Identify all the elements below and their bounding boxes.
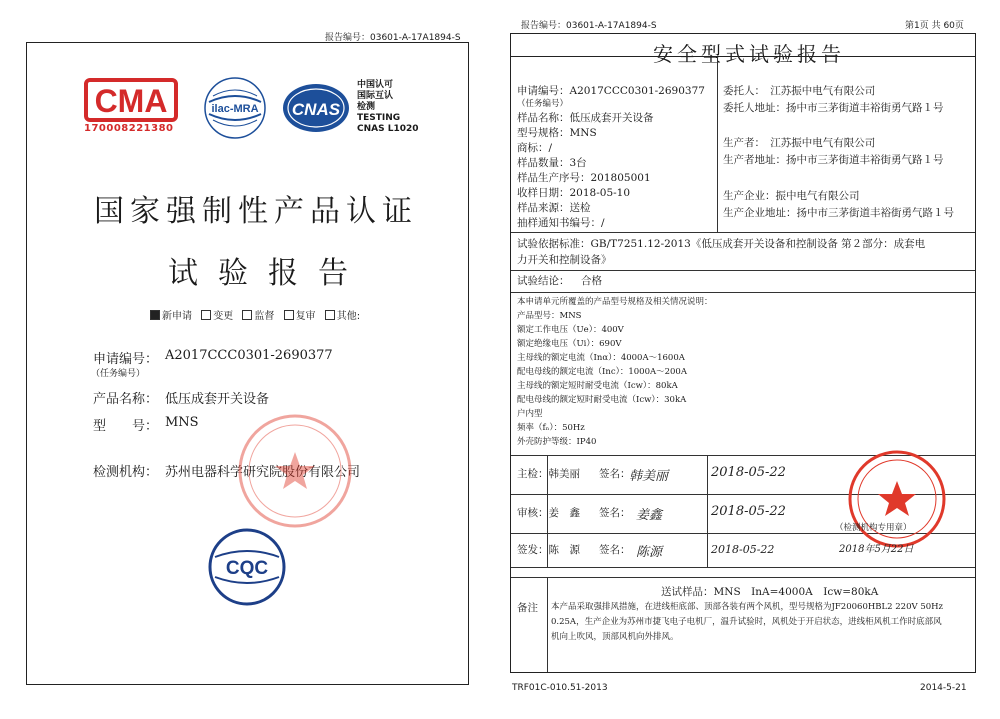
coverage-item: 外壳防护等级：IP40 [517,437,597,447]
manufacturer-address: 生产企业地址：扬中市三茅街道丰裕街勇气路１号 [723,207,954,219]
approver-date: 2018-05-22 [711,543,775,556]
info-task: （任务编号） [517,99,569,109]
institution-value: 苏州电器科学研究院股份有限公司 [165,465,361,480]
cnas-logo [281,80,351,136]
remarks-label: 备注 [517,602,538,614]
cqc-text: CQC [225,558,269,579]
remarks-line: 机向上吹风，顶部风机向外排风。 [551,632,679,642]
product-value: 低压成套开关设备 [165,392,270,407]
option-review[interactable]: 复审 [284,311,316,322]
option-change[interactable]: 变更 [201,311,233,322]
info-application: 申请编号：A2017CCC0301-2690377 [517,85,705,97]
client-address: 委托人地址：扬中市三茅街道丰裕街勇气路１号 [723,102,944,114]
standard-line-2: 力开关和控制设备》 [517,254,612,266]
inspector-date: 2018-05-22 [711,465,786,480]
cnas-text: CNAS [291,100,341,119]
ilac-text: ilac-MRA [211,103,259,115]
page-info: 第1页 共 60页 [905,21,964,31]
right-title: 安全型式试验报告 [653,42,845,66]
cma-number: 170008221380 [84,123,174,134]
conclusion-label: 试验结论： [517,275,570,287]
left-seal-stamp [236,412,354,530]
reviewer-signature: 姜鑫 [636,508,663,523]
remarks-line: 本产品采取强排风措施，在进线柜底部、顶部各装有两个风机，型号规格为JF20060HBL2 220V 50Hz [551,602,944,612]
coverage-heading: 本申请单元所覆盖的产品型号规格及相关情况说明： [517,297,713,307]
remarks-line: 0.25A，生产企业为苏州市捷飞电子电机厂，温升试验时，风机处于开启状态，进线柜风机工作时底部风 [551,617,942,627]
inspector-signature: 韩美丽 [629,469,669,484]
coverage-item: 户内型 [517,409,543,419]
coverage-item: 配电母线的额定短时耐受电流（Icw）：30kA [517,395,687,405]
footer-left: TRF01C-010.51-2013 [512,683,608,693]
seal-date: 2018年5月22日 [839,544,914,555]
info-quantity: 样品数量：3台 [517,157,587,169]
cnas-caption: 中国认可 国际互认 检测 TESTING CNAS L1020 [357,80,419,134]
report-table [510,56,976,673]
info-model: 型号规格：MNS [517,127,597,139]
institution-label: 检测机构： [93,465,159,480]
client-name: 委托人： 江苏振中电气有限公司 [723,85,876,97]
ilac-mra-logo [203,76,267,140]
coverage-item: 产品型号：MNS [517,311,582,321]
inspector-sign-label: 签名： [599,468,631,480]
producer-name: 生产者： 江苏振中电气有限公司 [723,137,876,149]
approver-sign-label: 签名： [599,544,631,556]
left-report-number: 报告编号：03601-A-17A1894-S [325,33,461,43]
standard-line-1: 试验依据标准：GB/T7251.12-2013《低压成套开关设备和控制设备 第２部分：成套电 [517,238,926,250]
manufacturer-name: 生产企业：振中电气有限公司 [723,190,860,202]
option-other[interactable]: 其他: [325,311,360,322]
application-label: 申请编号： [93,352,159,367]
coverage-item: 额定绝缘电压（Ui）：690V [517,339,622,349]
inspector-label: 主检：韩美丽 [517,468,580,480]
reviewer-sign-label: 签名： [599,507,631,519]
left-title: 国家强制性产品认证 [94,194,418,229]
checkbox-icon [325,310,335,320]
info-notice-number: 抽样通知书编号：/ [517,217,605,229]
approver-label: 签发：陈 源 [517,544,580,556]
option-new[interactable]: 新申请 [150,311,192,322]
checkbox-icon [284,310,294,320]
info-source: 样品来源：送检 [517,202,591,214]
model-value: MNS [165,415,199,430]
right-report-number: 报告编号：03601-A-17A1894-S [521,21,657,31]
checkbox-checked-icon [150,310,160,320]
application-value: A2017CCC0301-2690377 [165,348,333,363]
seal-label: （检测机构专用章） [835,523,912,533]
coverage-item: 主母线的额定短时耐受电流（Icw）：80kA [517,381,678,391]
cma-text: CMA [94,83,168,119]
reviewer-date: 2018-05-22 [711,504,786,519]
reviewer-label: 审核：姜 鑫 [517,507,580,519]
option-supervision[interactable]: 监督 [242,311,274,322]
coverage-item: 额定工作电压（Ue）：400V [517,325,624,335]
left-subtitle: 试验报告 [168,256,368,291]
info-serial: 样品生产序号：201805001 [517,172,651,184]
sample-line: 送试样品：MNS InA=4000A Icw=80kA [661,586,879,598]
model-label: 型 号： [93,419,159,434]
checkbox-icon [201,310,211,320]
info-sample-name: 样品名称：低压成套开关设备 [517,112,654,124]
checkbox-icon [242,310,252,320]
coverage-item: 主母线的额定电流（Inα）：4000A～1600A [517,353,685,363]
cma-logo [82,78,180,140]
coverage-item: 配电母线的额定电流（Inc）：1000A～200A [517,367,687,377]
cqc-logo [207,527,287,607]
product-label: 产品名称： [93,392,159,407]
right-seal-stamp [841,449,953,549]
info-receive-date: 收样日期：2018-05-10 [517,187,631,199]
producer-address: 生产者地址：扬中市三茅街道丰裕街勇气路１号 [723,154,944,166]
footer-right: 2014-5-21 [920,683,967,693]
approver-signature: 陈源 [636,545,663,560]
conclusion-value: 合格 [581,275,602,287]
info-trademark: 商标：/ [517,142,553,154]
task-label: （任务编号） [91,369,146,379]
application-type-options [150,307,360,322]
coverage-item: 频率（fₙ）：50Hz [517,423,585,433]
